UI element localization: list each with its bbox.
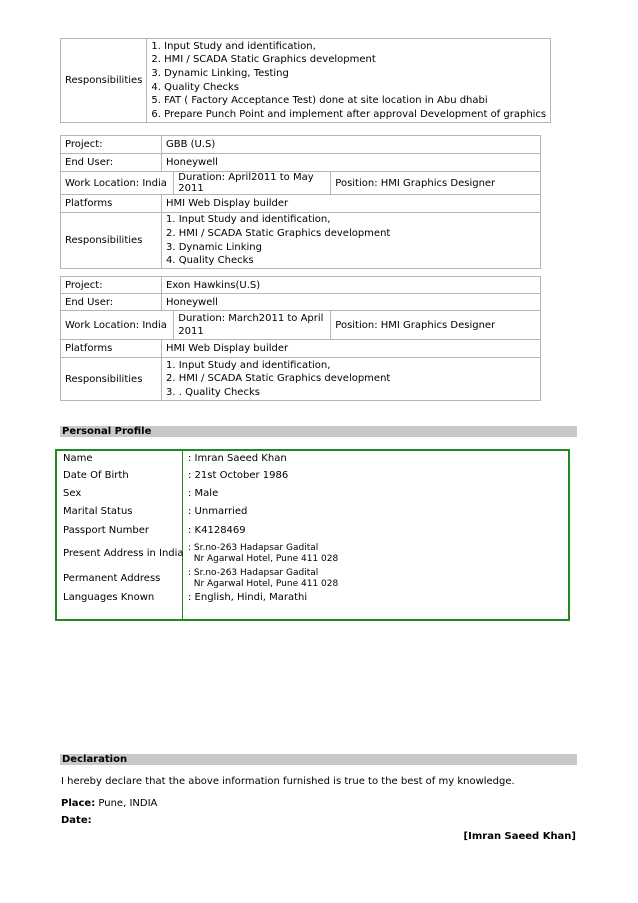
present-address-line: Nr Agarwal Hotel, Pune 411 028 [188,554,339,564]
end-user-label: End User: [61,294,162,311]
present-address-label: Present Address in India [63,548,184,559]
declaration-heading: Declaration [60,754,577,765]
end-user-label: End User: [61,154,162,172]
declaration-statement: I hereby declare that the above information furnished is true to the best of my knowledge. [61,776,515,787]
platforms-value: HMI Web Display builder [162,195,541,213]
resp-line: 2. HMI / SCADA Static Graphics development [166,373,391,385]
responsibilities-list [162,358,541,401]
place-label: Place: [61,798,96,809]
resp-line: 6. Prepare Punch Point and implement after approval Development of graphics [151,108,547,120]
duration-line: 2011 [178,326,204,337]
duration: Duration: April2011 to May 2011 [174,172,331,195]
name-value: : Imran Saeed Khan [188,453,287,464]
project-gbb-table [60,135,541,269]
resp-line: 5. FAT ( Factory Acceptance Test) done at site location in Abu dhabi [151,95,488,107]
end-user-value: Honeywell [162,294,541,311]
work-location: Work Location: India [61,172,174,195]
signature-name: [Imran Saeed Khan] [463,831,576,842]
end-user-value: Honeywell [162,154,541,172]
platforms-label: Platforms [61,340,162,358]
present-address-line: : Sr.no-263 Hadapsar Gadital [188,543,319,553]
resp-line: 1. Input Study and identification, [151,40,316,52]
sex-label: Sex [63,488,82,499]
sex-value: : Male [188,488,219,499]
permanent-address-label: Permanent Address [63,573,161,584]
permanent-address-line: Nr Agarwal Hotel, Pune 411 028 [188,579,339,589]
responsibilities-label: Responsibilities [61,358,162,401]
project-exon-table [60,276,541,401]
resp-line: 1. Input Study and identification, [166,214,331,226]
responsibilities-label: Responsibilities [61,213,162,269]
duration [174,311,331,340]
date-label: Date: [61,815,92,826]
work-location: Work Location: India [61,311,174,340]
personal-profile-box [55,449,570,621]
resp-line: 3. . Quality Checks [166,386,260,398]
position: Position: HMI Graphics Designer [331,172,541,195]
profile-divider [182,451,183,619]
position: Position: HMI Graphics Designer [331,311,541,340]
resp-line: 4. Quality Checks [151,81,240,93]
resp-line: 2. HMI / SCADA Static Graphics development [151,54,376,66]
platforms-label: Platforms [61,195,162,213]
resp-line: 4. Quality Checks [166,255,254,267]
project-top-table [60,38,551,123]
passport-label: Passport Number [63,525,149,536]
dob-label: Date Of Birth [63,470,129,481]
place-line [61,798,157,809]
languages-label: Languages Known [63,592,155,603]
permanent-address-line: : Sr.no-263 Hadapsar Gadital [188,568,319,578]
resp-line: 3. Dynamic Linking, Testing [151,67,289,79]
name-label: Name [63,453,93,464]
resp-line: 2. HMI / SCADA Static Graphics development [166,227,391,239]
responsibilities-label: Responsibilities [61,39,147,123]
dob-value: : 21st October 1986 [188,470,289,481]
personal-profile-heading: Personal Profile [60,426,577,437]
duration-line: Duration: March2011 to April [178,313,324,324]
resp-line: 1. Input Study and identification, [166,359,331,371]
resp-line: 3. Dynamic Linking [166,241,262,253]
languages-value: : English, Hindi, Marathi [188,592,308,603]
project-value: GBB (U.S) [162,136,541,154]
platforms-value: HMI Web Display builder [162,340,541,358]
place-value: Pune, INDIA [95,798,158,809]
project-label: Project: [61,277,162,294]
project-value: Exon Hawkins(U.S) [162,277,541,294]
marital-status-value: : Unmarried [188,506,248,517]
project-label: Project: [61,136,162,154]
responsibilities-list [147,39,551,123]
marital-status-label: Marital Status [63,506,133,517]
responsibilities-list [162,213,541,269]
passport-value: : K4128469 [188,525,246,536]
